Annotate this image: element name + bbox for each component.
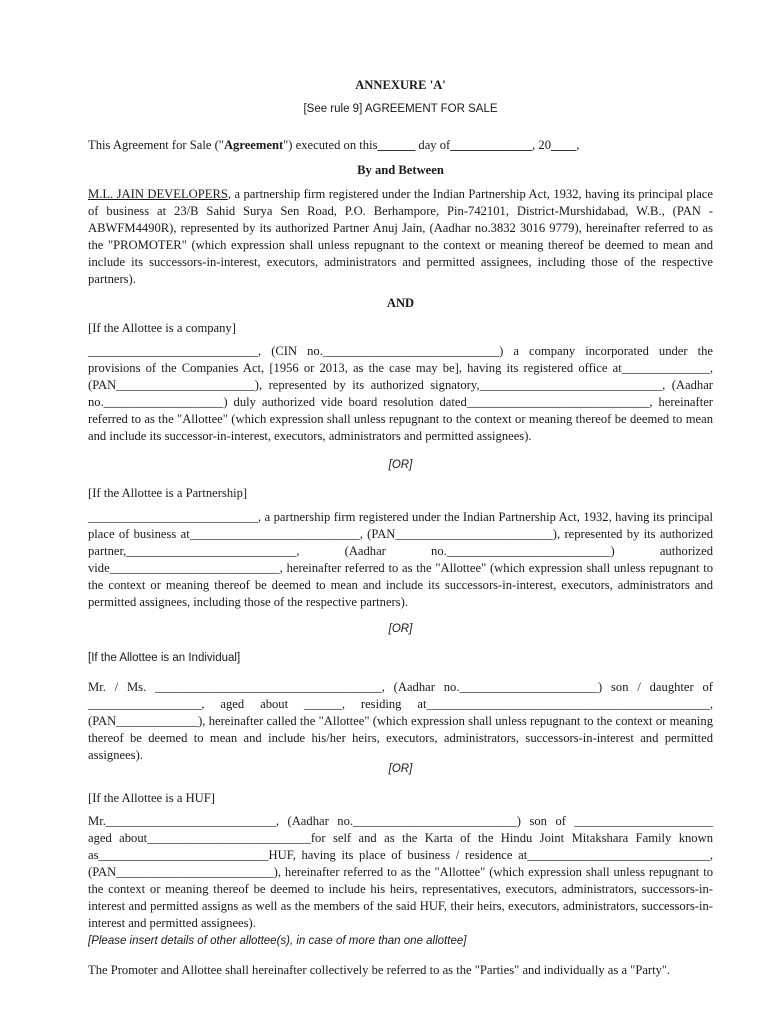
or-separator: [OR] — [388, 623, 413, 635]
or-separator: [OR] — [388, 459, 413, 471]
company-paragraph: ___________________________, (CIN no.____________________________) a company incorporated under the provisions of the Companies Act, [1956 or 2013, as the case may be], having its registered office at______________, (PAN______________________), represented by its authorized signatory,_____________________________, (Aadhar no.___________________) duly authorized vide board resolution dated_____________________________, hereinafter referred to as the "Allottee" (which expression shall unless repugnant to the context or meaning thereof be deemed to mean and include its successor-in-interest, executors, administrators and permitted assignees). — [88, 344, 713, 443]
annexure-heading: ANNEXURE 'A' — [355, 78, 446, 92]
huf-heading: [If the Allottee is a HUF] — [88, 791, 215, 805]
and-heading: AND — [386, 296, 415, 310]
or-separator: [OR] — [388, 763, 413, 775]
partnership-heading: [If the Allottee is a Partnership] — [88, 486, 248, 500]
huf-paragraph: Mr.___________________________, (Aadhar no.__________________________) son of ______________________ aged about__________________________for self and as the Karta of the Hindu Joint Mitakshara Family known as___________________________HUF, having its place of business / residence at_____________________________, (PAN_________________________), hereinafter referred to as the "Allottee" (which expression shall unless repugnant to the context or meaning thereof be deemed to include his heirs, representatives, executors, administrators, successors-in-interest and permitted assigns as well as the members of the said HUF, their heirs, executors, administrators, successors-in-interest and permitted assignees). — [88, 814, 713, 930]
rule-reference-heading: [See rule 9] AGREEMENT FOR SALE — [303, 103, 498, 115]
company-heading: [If the Allottee is a company] — [88, 321, 236, 335]
month-blank: _____________ — [450, 138, 533, 152]
individual-heading: [If the Allottee is an Individual] — [88, 652, 241, 664]
by-and-between-heading: By and Between — [357, 163, 444, 177]
promoter-paragraph: M.L. JAIN DEVELOPERS, a partnership firm registered under the Indian Partnership Act, 1932, having its principal place of business at 23/B Sahid Surya Sen Road, P.O. Berhampore, Pin-742101, District-Murshidabad, W.B., (PAN - ABWFM4490R), represented by its authorized Partner Anuj Jain, (Aadhar no.3832 3016 9779), hereinafter referred to as the "PROMOTER" (which expression shall unless repugnant to the context or meaning thereof be deemed to mean and include its successors-in-interest, executors, administrators and permitted assignees, including those of the respective partners). — [88, 187, 713, 286]
other-allottees-note: [Please insert details of other allottee(s), in case of more than one allottee] — [88, 935, 467, 947]
agreement-term: Agreement — [223, 138, 284, 152]
partnership-paragraph: ___________________________, a partnership firm registered under the Indian Partnership Act, 1932, having its principal place of business at___________________________, (PAN_________________________), represented by its authorized partner,___________________________, (Aadhar no.__________________________) authorized vide___________________________, hereinafter referred to as the "Allottee" (which expression shall unless repugnant to the context or meaning thereof be deemed to mean and include its successors-in-interest, executors, administrators and permitted assignees, including those of the respective partners). — [88, 510, 713, 609]
year-blank: ____ — [551, 138, 577, 152]
intro-line: This Agreement for Sale ("Agreement") executed on this______ day of_____________, 20____, — [88, 138, 580, 152]
promoter-name: M.L. JAIN DEVELOPERS — [88, 187, 228, 201]
date-blank: ______ — [377, 138, 416, 152]
parties-paragraph: The Promoter and Allottee shall hereinafter collectively be referred to as the "Parties" and individually as a "Party". — [88, 963, 671, 977]
individual-paragraph: Mr. / Ms. ____________________________________, (Aadhar no.______________________) son / daughter of __________________, aged about ______, residing at_____________________________________________, (PAN_____________), hereinafter called the "Allottee" (which expression shall unless repugnant to the context or meaning thereof be deemed to mean and include his/her heirs, executors, administrators, successors-in-interest and permitted assignees). — [88, 680, 713, 762]
